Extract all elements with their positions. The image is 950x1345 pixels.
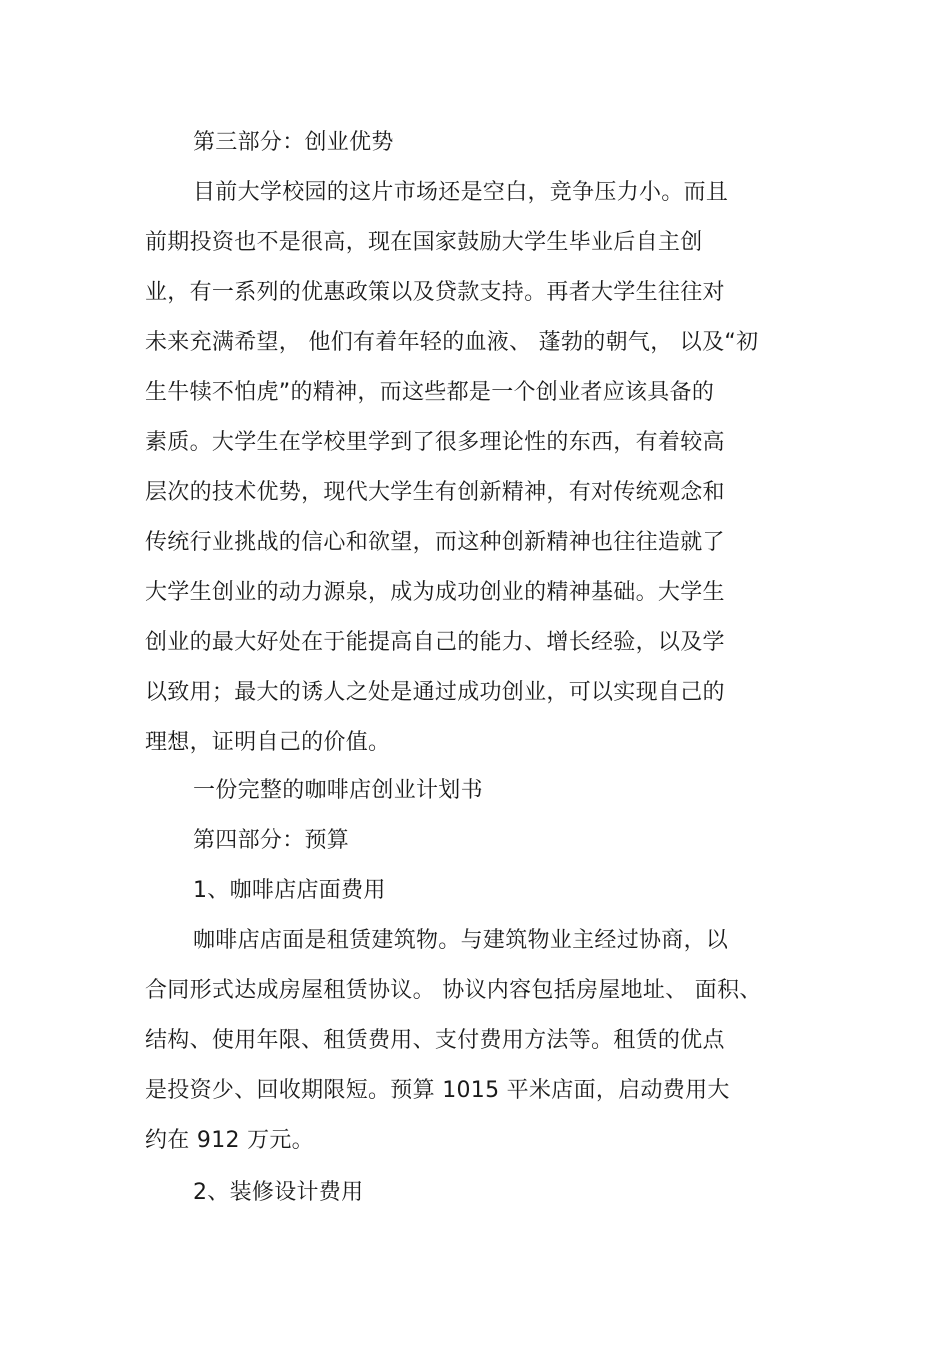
subsection-heading-1: 1、咖啡店店面费用 <box>193 878 386 903</box>
paragraph-line: 创业的最大好处在于能提高自己的能力、增长经验，以及学 <box>145 630 725 655</box>
paragraph-line: 未来充满希望， 他们有着年轻的血液、 蓬勃的朝气， 以及“初 <box>145 330 759 355</box>
paragraph-line: 层次的技术优势，现代大学生有创新精神，有对传统观念和 <box>145 480 725 505</box>
paragraph-line: 前期投资也不是很高，现在国家鼓励大学生毕业后自主创 <box>145 230 703 255</box>
paragraph-line: 是投资少、回收期限短。预算 1015 平米店面，启动费用大 <box>145 1078 730 1103</box>
paragraph-line: 以致用；最大的诱人之处是通过成功创业，可以实现自己的 <box>145 680 725 705</box>
paragraph-line: 大学生创业的动力源泉，成为成功创业的精神基础。大学生 <box>145 580 725 605</box>
section-heading-4: 第四部分：预算 <box>193 828 350 853</box>
paragraph-line: 约在 912 万元。 <box>145 1128 314 1153</box>
paragraph-line: 咖啡店店面是租赁建筑物。与建筑物业主经过协商，以 <box>193 928 729 953</box>
section-heading-3: 第三部分：创业优势 <box>193 130 394 155</box>
paragraph-line: 理想，证明自己的价值。 <box>145 730 391 755</box>
subsection-heading-2: 2、装修设计费用 <box>193 1180 364 1205</box>
paragraph-line: 目前大学校园的这片市场还是空白，竞争压力小。而且 <box>193 180 729 205</box>
paragraph-line: 素质。大学生在学校里学到了很多理论性的东西，有着较高 <box>145 430 725 455</box>
paragraph-line: 合同形式达成房屋租赁协议。 协议内容包括房屋地址、 面积、 <box>145 978 762 1003</box>
paragraph-line: 结构、使用年限、租赁费用、支付费用方法等。租赁的优点 <box>145 1028 725 1053</box>
paragraph-line: 生牛犊不怕虎”的精神，而这些都是一个创业者应该具备的 <box>145 380 715 405</box>
paragraph-line: 业，有一系列的优惠政策以及贷款支持。再者大学生往往对 <box>145 280 725 305</box>
paragraph-line: 传统行业挑战的信心和欲望，而这种创新精神也往往造就了 <box>145 530 725 555</box>
document-title-line: 一份完整的咖啡店创业计划书 <box>193 778 483 803</box>
